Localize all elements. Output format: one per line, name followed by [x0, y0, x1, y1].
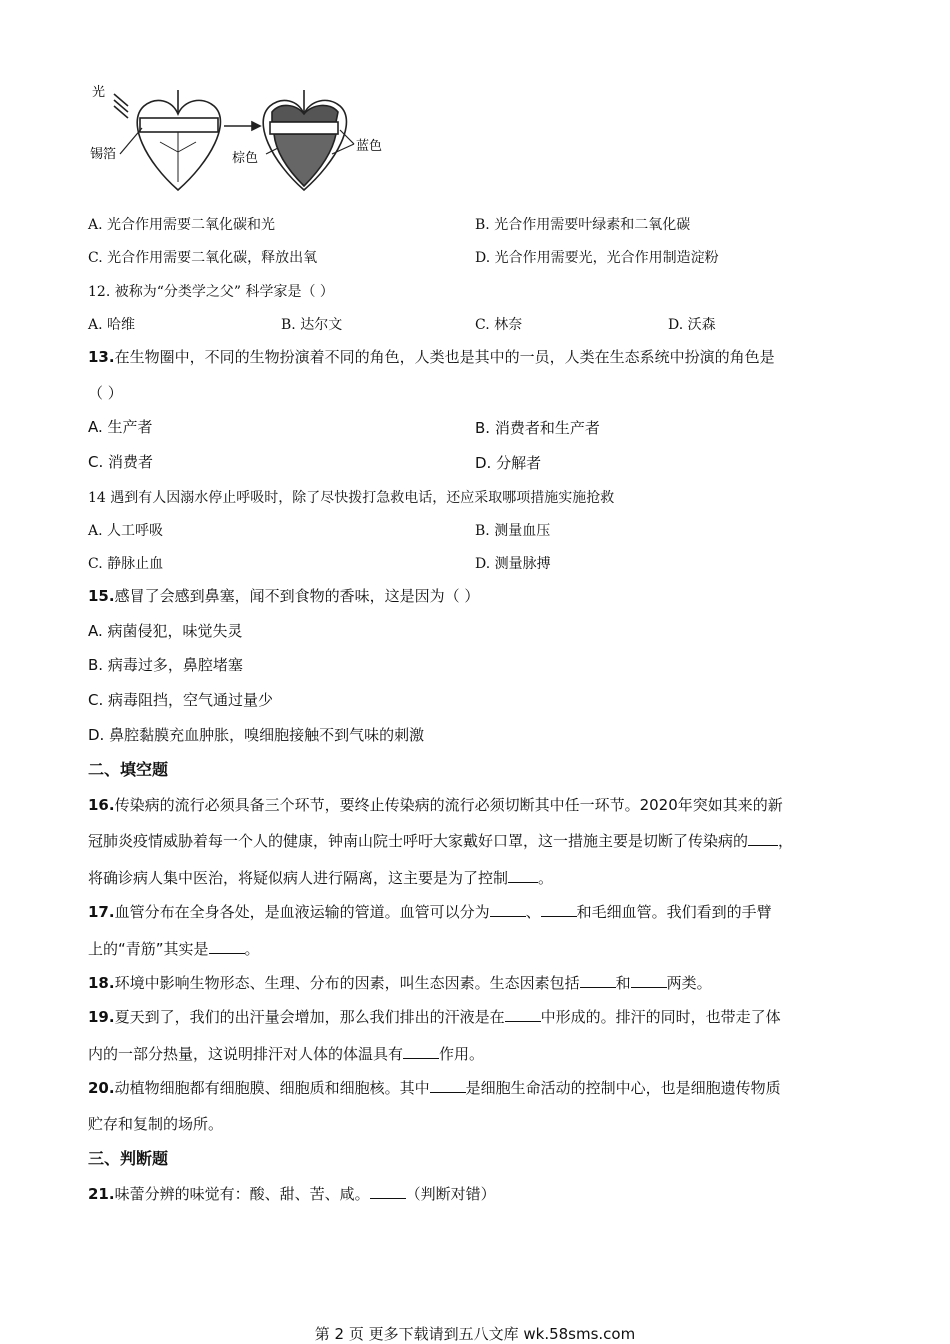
label-blue: 蓝色 — [356, 139, 383, 154]
q21-text-a: 味蕾分辨的味觉有：酸、甜、苦、咸。 — [114, 1185, 370, 1203]
light-rays-icon — [114, 94, 128, 118]
q21-text-b: （判断对错） — [405, 1185, 496, 1203]
q17-text-2b: 。 — [244, 940, 260, 958]
q16-text-3a: 将确诊病人集中医治，将疑似病人进行隔离，这主要是为了控制 — [88, 869, 509, 887]
q16-number: 16. — [88, 796, 115, 814]
q14-option-b[interactable]: B. 测量血压 — [475, 523, 551, 539]
q12-stem: 12. 被称为“分类学之父” 科学家是（ ） — [88, 284, 334, 300]
q11-option-d[interactable]: D. 光合作用需要光，光合作用制造淀粉 — [475, 250, 719, 266]
q16-blank-2[interactable] — [508, 868, 538, 883]
q20-number: 20. — [88, 1079, 115, 1097]
q21-blank[interactable] — [370, 1184, 406, 1199]
q16-line3 — [88, 868, 553, 888]
q11-option-c[interactable]: C. 光合作用需要二氧化碳，释放出氧 — [88, 250, 318, 266]
q12-option-b[interactable]: B. 达尔文 — [281, 317, 343, 333]
q19-blank-2[interactable] — [403, 1044, 439, 1059]
q13-option-a[interactable]: A. 生产者 — [88, 418, 153, 436]
leaf-after-test — [263, 90, 346, 190]
q17-text-1b: 、 — [525, 903, 541, 921]
q17-blank-3[interactable] — [209, 939, 245, 954]
q15-number: 15. — [88, 587, 115, 605]
q18-blank-2[interactable] — [631, 973, 667, 988]
q16-text-2b: ， — [778, 832, 794, 850]
q18-text-a: 环境中影响生物形态、生理、分布的因素，叫生态因素。生态因素包括 — [114, 974, 580, 992]
section-judgment-heading: 三、判断题 — [88, 1149, 169, 1168]
q17-line2 — [88, 939, 260, 959]
q12-option-c[interactable]: C. 林奈 — [475, 317, 523, 333]
q16-blank-1[interactable] — [748, 831, 778, 846]
q13-text: 在生物圈中，不同的生物扮演着不同的角色，人类也是其中的一员，人类在生态系统中扮演的角色是 — [114, 348, 775, 366]
q17-text-1c: 和毛细血管。我们看到的手臂 — [576, 903, 772, 921]
q11-option-a[interactable]: A. 光合作用需要二氧化碳和光 — [88, 217, 276, 233]
q19-text-2a: 内的一部分热量，这说明排汗对人体的体温具有 — [88, 1045, 404, 1063]
arrow-right-icon — [224, 122, 260, 130]
section-fill-in-heading: 二、填空题 — [88, 760, 169, 779]
q15-option-b[interactable]: B. 病毒过多，鼻腔堵塞 — [88, 656, 243, 674]
leaf-experiment-figure — [86, 82, 406, 192]
q13-paren: （ ） — [88, 384, 123, 402]
q14-stem: 14 遇到有人因溺水停止呼吸时，除了尽快拨打急救电话，还应采取哪项措施实施抢救 — [88, 490, 615, 506]
q19-line1 — [88, 1007, 781, 1027]
q12-option-d[interactable]: D. 沃森 — [668, 317, 716, 333]
q18-text-b: 和 — [615, 974, 631, 992]
q20-blank-1[interactable] — [430, 1078, 466, 1093]
q19-text-1a: 夏天到了，我们的出汗量会增加，那么我们排出的汗液是在 — [114, 1008, 505, 1026]
q17-text-2a: 上的“青筋”其实是 — [88, 940, 209, 958]
q19-text-1b: 中形成的。排汗的同时，也带走了体 — [540, 1008, 781, 1026]
q20-line1 — [88, 1078, 781, 1098]
q21-number: 21. — [88, 1185, 115, 1203]
leaf-with-foil — [137, 90, 220, 190]
q13-option-c[interactable]: C. 消费者 — [88, 453, 154, 471]
q16-line2 — [88, 831, 793, 851]
q14-option-d[interactable]: D. 测量脉搏 — [475, 556, 551, 572]
q20-line2: 贮存和复制的场所。 — [88, 1115, 224, 1133]
q16-text-3b: 。 — [538, 869, 554, 887]
q17-line1 — [88, 902, 772, 922]
q21-line — [88, 1184, 496, 1204]
q20-text-1a: 动植物细胞都有细胞膜、细胞质和细胞核。其中 — [114, 1079, 430, 1097]
q18-line — [88, 973, 712, 993]
page-footer: 第 2 页 更多下载请到五八文库 wk.58sms.com — [314, 1325, 636, 1343]
q16-line1 — [88, 795, 783, 815]
q19-line2 — [88, 1044, 484, 1064]
q15-text: 感冒了会感到鼻塞，闻不到食物的香味，这是因为（ ） — [114, 587, 480, 605]
q20-text-1b: 是细胞生命活动的控制中心，也是细胞遗传物质 — [465, 1079, 781, 1097]
q17-text-1a: 血管分布在全身各处，是血液运输的管道。血管可以分为 — [114, 903, 490, 921]
q19-number: 19. — [88, 1008, 115, 1026]
q15-stem — [88, 586, 479, 606]
q15-option-a[interactable]: A. 病菌侵犯，味觉失灵 — [88, 622, 243, 640]
q18-number: 18. — [88, 974, 115, 992]
q13-option-b[interactable]: B. 消费者和生产者 — [475, 419, 600, 437]
q14-option-c[interactable]: C. 静脉止血 — [88, 556, 164, 572]
q13-option-d[interactable]: D. 分解者 — [475, 454, 542, 472]
q17-blank-2[interactable] — [541, 902, 577, 917]
q15-option-c[interactable]: C. 病毒阻挡，空气通过量少 — [88, 691, 274, 709]
q16-text-2a: 冠肺炎疫情威胁着每一个人的健康，钟南山院士呼吁大家戴好口罩，这一措施主要是切断了传染病的 — [88, 832, 749, 850]
q15-option-d[interactable]: D. 鼻腔黏膜充血肿胀，嗅细胞接触不到气味的刺激 — [88, 726, 425, 744]
q11-option-b[interactable]: B. 光合作用需要叶绿素和二氧化碳 — [475, 217, 691, 233]
q19-blank-1[interactable] — [505, 1007, 541, 1022]
q18-blank-1[interactable] — [580, 973, 616, 988]
label-brown: 棕色 — [232, 151, 259, 166]
q13-stem — [88, 347, 775, 367]
q17-blank-1[interactable] — [490, 902, 526, 917]
q16-text-1: 传染病的流行必须具备三个环节，要终止传染病的流行必须切断其中任一环节。2020年突如其来的新 — [114, 796, 783, 814]
q17-number: 17. — [88, 903, 115, 921]
q12-option-a[interactable]: A. 哈维 — [88, 317, 136, 333]
label-light: 光 — [92, 85, 106, 100]
label-foil: 锡箔 — [90, 147, 117, 162]
q13-number: 13. — [88, 348, 115, 366]
q14-option-a[interactable]: A. 人工呼吸 — [88, 523, 164, 539]
q18-text-c: 两类。 — [666, 974, 712, 992]
q19-text-2b: 作用。 — [439, 1045, 485, 1063]
